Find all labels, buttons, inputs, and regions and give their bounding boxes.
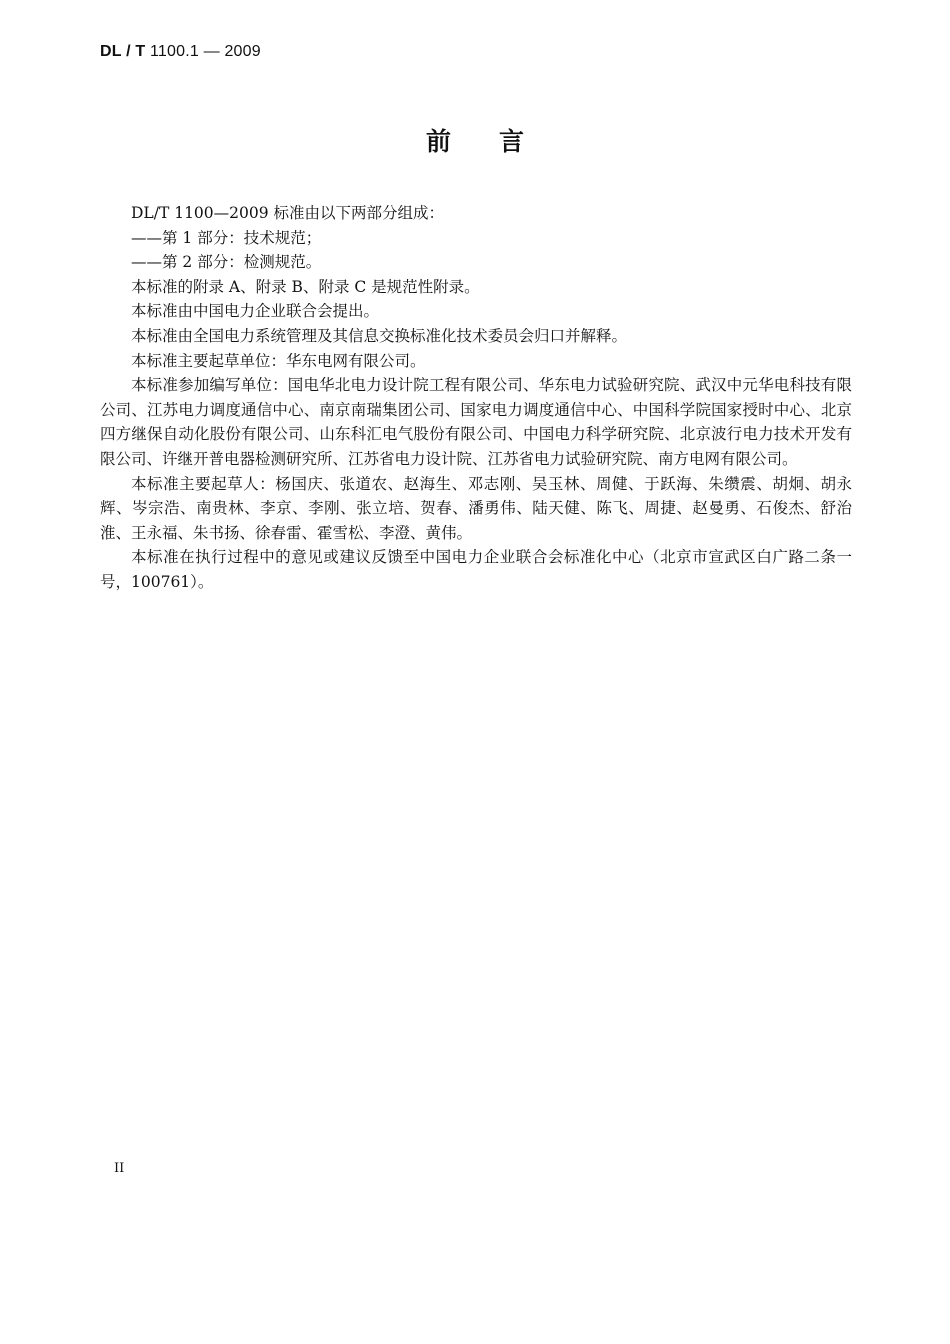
document-code-number: 1100.1 — 2009 [150, 43, 261, 60]
page-title: 前言 [425, 127, 572, 156]
paragraph-part-1: ——第 1 部分：技术规范； [131, 228, 322, 247]
paragraph-annexes: 本标准的附录 A、附录 B、附录 C 是规范性附录。 [131, 277, 480, 296]
page-number: II [114, 1161, 125, 1176]
document-code [100, 43, 261, 61]
paragraph-proposer: 本标准由中国电力企业联合会提出。 [131, 302, 380, 321]
paragraph-committee: 本标准由全国电力系统管理及其信息交换标准化技术委员会归口并解释。 [131, 326, 628, 345]
paragraph-feedback: 本标准在执行过程中的意见或建议反馈至中国电力企业联合会标准化中心（北京市宣武区白广路二条一号，100761）。 [100, 548, 852, 591]
paragraph-part-2: ——第 2 部分：检测规范。 [131, 253, 322, 272]
paragraph-participating-units: 本标准参加编写单位：国电华北电力设计院工程有限公司、华东电力试验研究院、武汉中元华电科技有限公司、江苏电力调度通信中心、南京南瑞集团公司、国家电力调度通信中心、中国科学院国家授时中心、北京四方继保自动化股份有限公司、山东科汇电气股份有限公司、中国电力科学研究院、北京波行电力技术开发有限公司、许继开普电器检测研究所、江苏省电力设计院、江苏省电力试验研究院、南方电网有限公司。 [100, 376, 852, 468]
paragraph-composition: DL/T 1100—2009 标准由以下两部分组成： [131, 204, 445, 222]
paragraph-drafters: 本标准主要起草人：杨国庆、张道农、赵海生、邓志刚、吴玉林、周健、于跃海、朱缵震、胡炯、胡永辉、岑宗浩、南贵林、李京、李刚、张立培、贺春、潘勇伟、陆天健、陈飞、周捷、赵曼勇、石俊杰、舒治淮、王永福、朱书扬、徐春雷、霍雪松、李澄、黄伟。 [100, 474, 852, 542]
document-code-prefix: DL / T [100, 43, 146, 60]
paragraph-main-drafter-unit: 本标准主要起草单位：华东电网有限公司。 [131, 351, 426, 370]
foreword-body [100, 201, 852, 595]
